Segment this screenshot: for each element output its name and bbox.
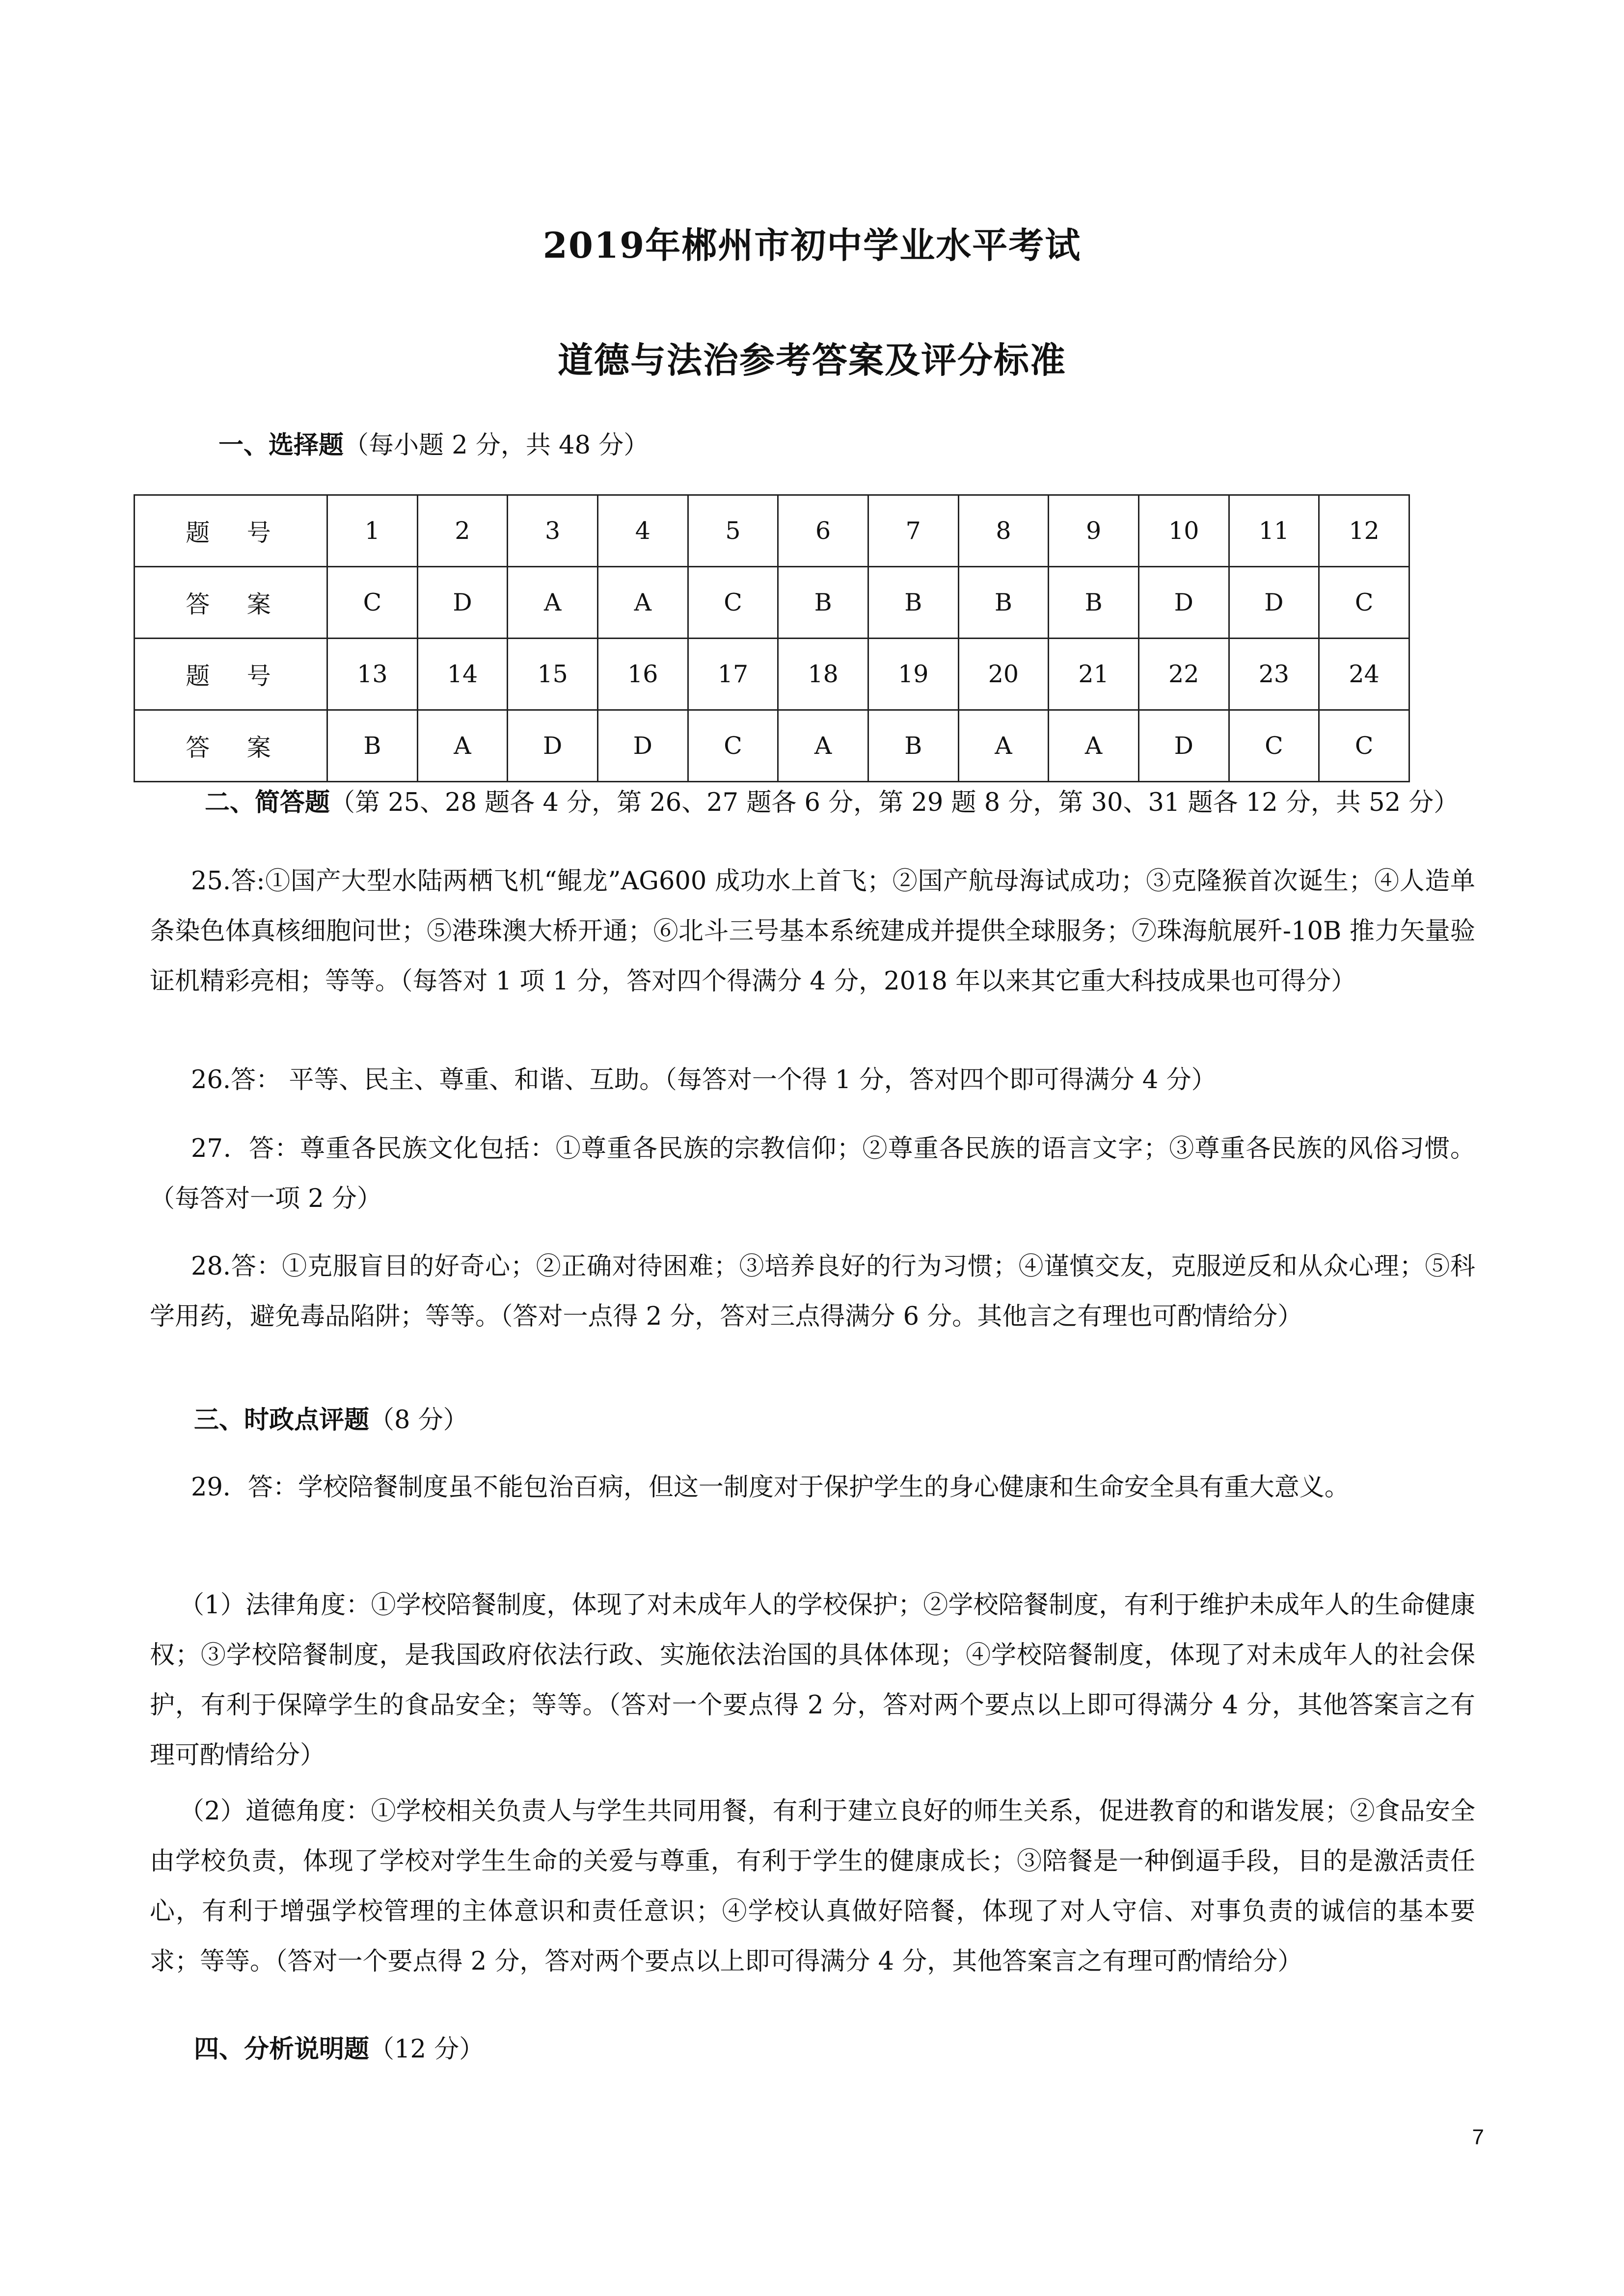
answer-29-law: （1）法律角度：①学校陪餐制度，体现了对未成年人的学校保护；②学校陪餐制度，有利于维护未成年人的生命健康权；③学校陪餐制度，是我国政府依法行政、实施依法治国的具体体现；④学校陪餐制度，体现了对未成年人的社会保护，有利于保障学生的食品安全；等等。（答对一个要点得 2 分，答对两个要点以上即可得满分 4 分，其他答案言之有理可酌情给分） — [150, 1591, 1475, 1770]
table-cell: C — [688, 710, 778, 782]
table-cell: B — [868, 567, 958, 639]
table-cell: 4 — [597, 495, 688, 567]
table-cell: B — [958, 567, 1049, 639]
table-cell: 23 — [1229, 639, 1319, 710]
table-cell: 17 — [688, 639, 778, 710]
table-cell: A — [417, 710, 508, 782]
table-cell: 21 — [1049, 639, 1139, 710]
row-label-answer: 答 案 — [135, 567, 327, 639]
table-cell: D — [417, 567, 508, 639]
table-row-answers-1 — [135, 567, 1409, 639]
answer-29-intro: 29．答：学校陪餐制度虽不能包治百病，但这一制度对于保护学生的身心健康和生命安全具有重大意义。 — [191, 1473, 1350, 1502]
table-cell: 7 — [868, 495, 958, 567]
page-title: 2019年郴州市初中学业水平考试 — [542, 224, 1082, 266]
table-cell: 2 — [417, 495, 508, 567]
table-cell: 16 — [597, 639, 688, 710]
table-cell: D — [1138, 710, 1229, 782]
table-row-answers-2 — [135, 710, 1409, 782]
table-cell: A — [958, 710, 1049, 782]
table-cell: D — [1229, 567, 1319, 639]
answer-29-morality: （2）道德角度：①学校相关负责人与学生共同用餐，有利于建立良好的师生关系，促进教育的和谐发展；②食品安全由学校负责，体现了学校对学生生命的关爱与尊重，有利于学生的健康成长；③陪餐是一种倒逼手段，目的是激活责任心，有利于增强学校管理的主体意识和责任意识；④学校认真做好陪餐，体现了对人守信、对事负责的诚信的基本要求；等等。（答对一个要点得 2 分，答对两个要点以上即可得满分 4 分，其他答案言之有理可酌情给分） — [150, 1797, 1475, 1976]
table-row-numbers-1 — [135, 495, 1409, 567]
section-1-label: 一、选择题 — [218, 431, 344, 460]
table-cell: C — [1319, 710, 1409, 782]
table-cell: 6 — [778, 495, 868, 567]
table-row-numbers-2 — [135, 639, 1409, 710]
row-label-answer: 答 案 — [135, 710, 327, 782]
table-cell: B — [778, 567, 868, 639]
table-cell: C — [1229, 710, 1319, 782]
section-2-heading — [150, 783, 1475, 823]
section-4-label: 四、分析说明题 — [194, 2035, 370, 2064]
table-cell: 12 — [1319, 495, 1409, 567]
table-cell: B — [1049, 567, 1139, 639]
row-label-question-number: 题 号 — [135, 639, 327, 710]
answer-table — [134, 494, 1410, 782]
table-cell: 5 — [688, 495, 778, 567]
table-cell: C — [1319, 567, 1409, 639]
answer-25: 25.答:①国产大型水陆两栖飞机“鲲龙”AG600 成功水上首飞；②国产航母海试成功；③克隆猴首次诞生；④人造单条染色体真核细胞问世；⑤港珠澳大桥开通；⑥北斗三号基本系统建成并提供全球服务；⑦珠海航展歼-10B 推力矢量验证机精彩亮相；等等。（每答对 1 项 1 分，答对四个得满分 4 分，2018 年以来其它重大科技成果也可得分） — [150, 867, 1475, 996]
table-cell: D — [1138, 567, 1229, 639]
section-1-note: （每小题 2 分，共 48 分） — [344, 431, 649, 460]
table-cell: 11 — [1229, 495, 1319, 567]
table-cell: 18 — [778, 639, 868, 710]
table-cell: B — [327, 710, 418, 782]
row-label-question-number: 题 号 — [135, 495, 327, 567]
section-2-note: （第 25、28 题各 4 分，第 26、27 题各 6 分，第 29 题 8 分，第 30、31 题各 12 分，共 52 分） — [330, 788, 1459, 817]
table-cell: 15 — [508, 639, 598, 710]
table-cell: 3 — [508, 495, 598, 567]
page-number: 7 — [1472, 2125, 1484, 2149]
table-cell: 22 — [1138, 639, 1229, 710]
section-2-label: 二、简答题 — [205, 788, 330, 817]
section-3-note: （8 分） — [369, 1406, 468, 1435]
answer-28: 28.答：①克服盲目的好奇心；②正确对待困难；③培养良好的行为习惯；④谨慎交友，克服逆反和从众心理；⑤科学用药，避免毒品陷阱；等等。（答对一点得 2 分，答对三点得满分 6 分。其他言之有理也可酌情给分） — [150, 1252, 1475, 1331]
table-cell: A — [778, 710, 868, 782]
answer-26: 26.答： 平等、民主、尊重、和谐、互助。（每答对一个得 1 分，答对四个即可得满分 4 分） — [191, 1066, 1217, 1095]
table-cell: 20 — [958, 639, 1049, 710]
section-3-label: 三、时政点评题 — [194, 1406, 370, 1435]
table-cell: 1 — [327, 495, 418, 567]
table-cell: 9 — [1049, 495, 1139, 567]
table-cell: A — [508, 567, 598, 639]
table-cell: 24 — [1319, 639, 1409, 710]
table-cell: 13 — [327, 639, 418, 710]
table-cell: C — [688, 567, 778, 639]
page-subtitle: 道德与法治参考答案及评分标准 — [557, 339, 1066, 381]
table-cell: 8 — [958, 495, 1049, 567]
table-cell: B — [868, 710, 958, 782]
answer-27: 27．答：尊重各民族文化包括：①尊重各民族的宗教信仰；②尊重各民族的语言文字；③尊重各民族的风俗习惯。（每答对一项 2 分） — [150, 1134, 1475, 1213]
section-1-heading — [218, 428, 1544, 463]
table-cell: D — [508, 710, 598, 782]
table-cell: 10 — [1138, 495, 1229, 567]
table-cell: C — [327, 567, 418, 639]
table-cell: D — [597, 710, 688, 782]
table-cell: A — [597, 567, 688, 639]
section-4-note: （12 分） — [369, 2035, 485, 2064]
section-4-heading — [194, 2032, 1470, 2067]
table-cell: 14 — [417, 639, 508, 710]
table-cell: 19 — [868, 639, 958, 710]
table-cell: A — [1049, 710, 1139, 782]
section-3-heading — [194, 1403, 1470, 1438]
